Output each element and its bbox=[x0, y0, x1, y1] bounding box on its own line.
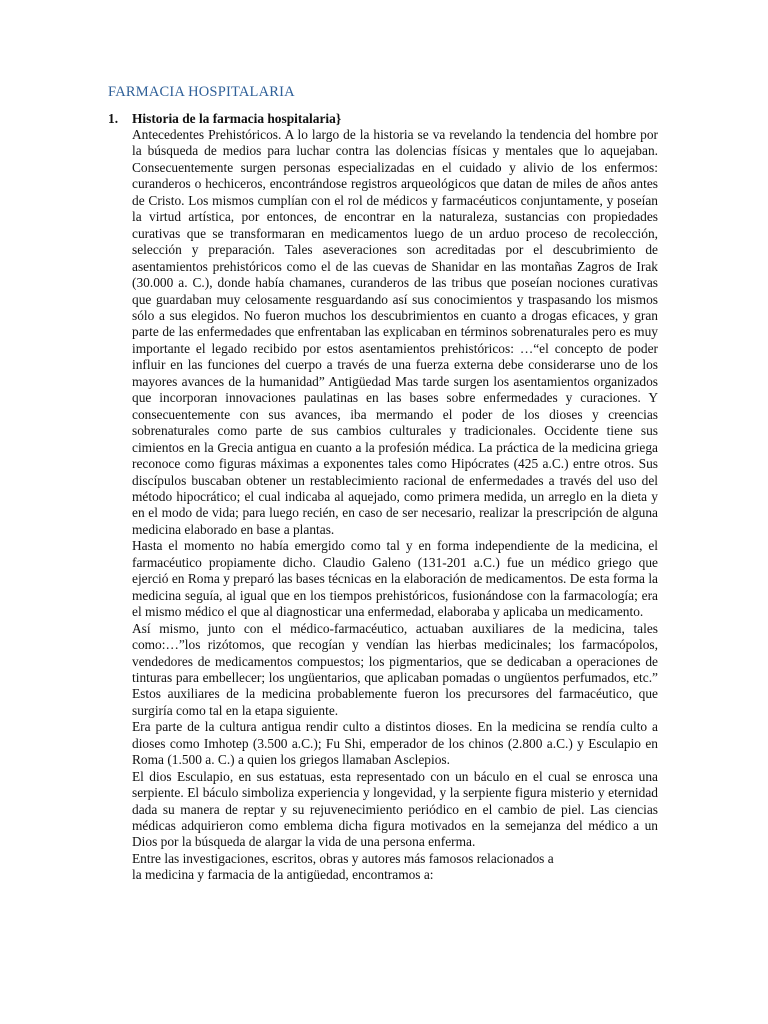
paragraph-gods: Era parte de la cultura antigua rendir culto a distintos dioses. En la medicina se rendía culto a dioses como Imhotep (3.500 a.C.); Fu Shi, emperador de los chinos (2.800 a.C.) y Esculapio en Roma (1.500 a. C.) a quien los griegos llamaban Asclepios. bbox=[132, 719, 658, 768]
section-body bbox=[132, 127, 658, 884]
closing-line-2: la medicina y farmacia de la antigüedad, encontramos a: bbox=[132, 867, 434, 883]
section-number: 1. bbox=[108, 111, 119, 126]
closing-line-1: Entre las investigaciones, escritos, obras y autores más famosos relacionados a bbox=[132, 850, 554, 866]
document-title: FARMACIA HOSPITALARIA bbox=[108, 84, 295, 100]
section-heading bbox=[108, 111, 341, 127]
paragraph-galeno: Hasta el momento no había emergido como tal y en forma independiente de la medicina, el farmacéutico propiamente dicho. Claudio Galeno (131-201 a.C.) fue un médico griego que ejerció en Roma y preparó las bases técnicas en la elaboración de medicamentos. De esta forma la medicina seguía, al igual que en los tiempos prehistóricos, fusionándose con la farmacología; era el mismo médico el que al diagnosticar una enfermedad, elaboraba y aplicaba un medicamento. bbox=[132, 538, 658, 620]
paragraph-esculapio: El dios Esculapio, en sus estatuas, esta representado con un báculo en el cual se enrosca una serpiente. El báculo simboliza experiencia y longevidad, y la serpiente figura misterio y eternidad dada su manera de reptar y su rejuvenecimiento periódico en el cambio de piel. Las ciencias médicas adquirieron como emblema dicha figura motivados en la semejanza del médico a un Dios por la búsqueda de alargar la vida de una persona enferma. bbox=[132, 768, 658, 850]
section-heading-text: Historia de la farmacia hospitalaria} bbox=[132, 111, 342, 126]
closing-text bbox=[132, 851, 658, 884]
paragraph-prehistoric-antiquity: Antecedentes Prehistóricos. A lo largo de la historia se va revelando la tendencia del hombre por la búsqueda de medios para luchar contra las dolencias físicas y mentales que lo aquejaban. Consecuentemente surgen personas especializadas en el cuidado y alivio de los enfermos: curanderos o hechiceros, encontrándose registros arqueológicos que datan de miles de años antes de Cristo. Los mismos cumplían con el rol de médicos y farmacéuticos conjuntamente, y poseían la virtud artística, por entonces, de encontrar en la naturaleza, sustancias con propiedades curativas que se transformaran en medicamentos luego de un arduo proceso de recolección, selección y preparación. Tales aseveraciones son acreditadas por el descubrimiento de asentamientos prehistóricos como el de las cuevas de Shanidar en las montañas Zagros de Irak (30.000 a. C.), donde había chamanes, curanderos de las tribus que poseían nociones curativas que guardaban muy celosamente resguardando así sus conocimientos y traspasando los mismos sólo a sus elegidos. No fueron muchos los descubrimientos en cuanto a drogas eficaces, y gran parte de las enfermedades que enfrentaban las explicaban en términos sobrenaturales pero es muy importante el legado recibido por estos asentamientos prehistóricos: …“el concepto de poder influir en las funciones del cuerpo a través de una fuerza externa debe considerarse uno de los mayores avances de la humanidad” Antigüedad Mas tarde surgen los asentamientos organizados que incorporan innovaciones paulatinas en las bases sobre enfermedades y curaciones. Y consecuentemente con sus avances, iba mermando el poder de los dioses y creencias sobrenaturales como parte de sus cambios culturales y tradicionales. Occidente tiene sus cimientos en la Grecia antigua en cuanto a la profesión médica. La práctica de la medicina griega reconoce como figuras máximas a exponentes tales como Hipócrates (425 a.C.) entre otros. Sus discípulos buscaban obtener un restablecimiento racional de enfermedades a través del uso del método hipocrático; el cual indicaba al aquejado, como primera medida, un arreglo en la dieta y en el modo de vida; para luego recién, en caso de ser necesario, realizar la prescripción de alguna medicina elaborado en base a plantas. bbox=[132, 127, 658, 537]
paragraph-auxiliaries: Así mismo, junto con el médico-farmacéutico, actuaban auxiliares de la medicina, tales como:…”los rizótomos, que recogían y vendían las hierbas medicinales; los farmacópolos, vendedores de medicamentos compuestos; los pigmentarios, que se dedicaban a operaciones de tinturas para embellecer; los ungüentarios, que aplicaban pomadas o ungüentos perfumados, etc.” Estos auxiliares de la medicina probablemente fueron los precursores del farmacéutico, que surgiría como tal en la etapa siguiente. bbox=[132, 620, 658, 718]
